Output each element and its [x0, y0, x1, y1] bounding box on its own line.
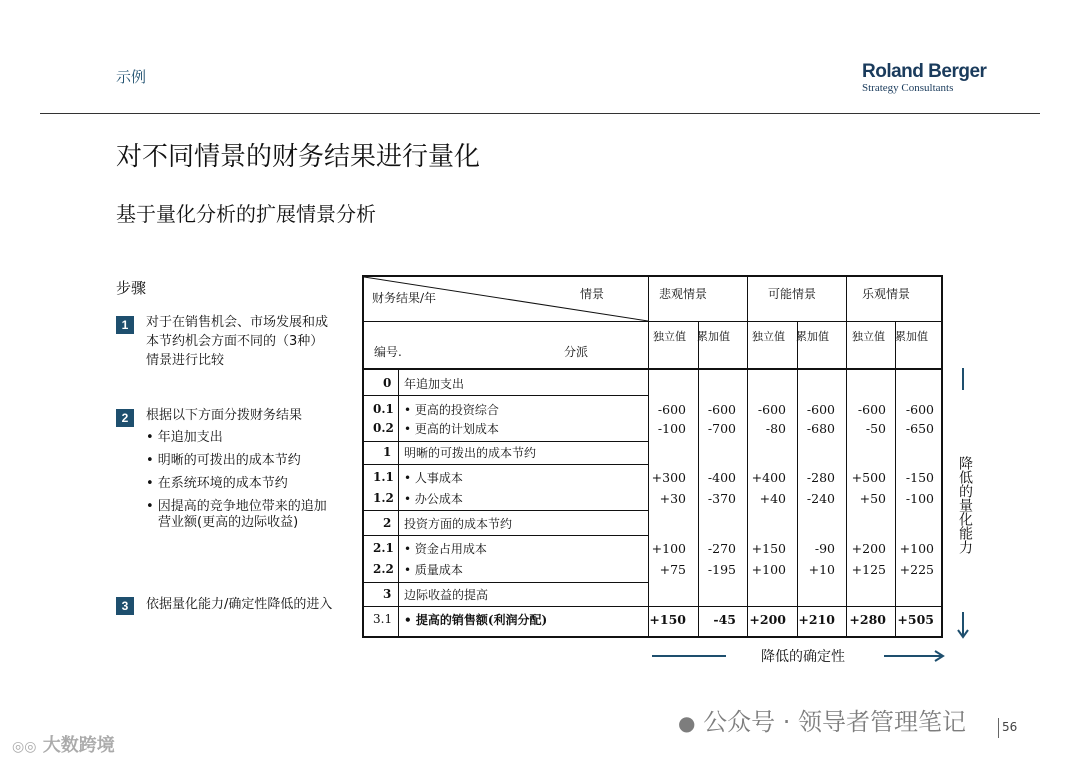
subheader-cumulative: 累加值 [697, 330, 730, 343]
table-cell: +505 [897, 612, 934, 627]
table-cell: -270 [707, 541, 736, 556]
table-gridline [364, 582, 648, 583]
table-gridline [364, 441, 648, 442]
row-label: 年追加支出 [404, 377, 465, 391]
row-label: • 质量成本 [404, 563, 463, 577]
list-item: 营业额(更高的边际收益) [158, 515, 299, 530]
table-cell: +210 [798, 612, 835, 627]
table-cell: -600 [857, 402, 886, 417]
step-2-bullets [146, 426, 327, 532]
step-2-badge: 2 [116, 409, 134, 427]
page-divider [998, 718, 999, 738]
table-gridline [364, 510, 648, 511]
table-cell: +280 [849, 612, 886, 627]
table-cell: +100 [751, 562, 786, 577]
table-cell: +100 [899, 541, 934, 556]
row-label: • 更高的投资综合 [404, 403, 499, 417]
table-gridline [364, 368, 941, 370]
subheader-cumulative: 累加值 [895, 330, 928, 343]
table-cell: +50 [859, 491, 886, 506]
step-3-badge: 3 [116, 597, 134, 615]
table-cell: +125 [851, 562, 886, 577]
subheader-cumulative: 累加值 [796, 330, 829, 343]
subheader-single: 独立值 [653, 330, 686, 343]
row-label: 边际收益的提高 [404, 588, 489, 602]
table-cell: +150 [649, 612, 686, 627]
scenario-pessimistic: 悲观情景 [659, 287, 708, 301]
row-label: • 办公成本 [404, 492, 463, 506]
table-gridline [364, 395, 648, 396]
table-gridline [398, 370, 399, 636]
scenario-likely: 可能情景 [768, 287, 817, 301]
table-cell: -150 [905, 470, 934, 485]
table-gridline [747, 277, 748, 636]
table-cell: 3.1 [373, 612, 393, 626]
table-cell: -370 [707, 491, 736, 506]
list-item: • 因提高的竞争地位带来的追加 [146, 499, 327, 514]
table-cell: -600 [657, 402, 686, 417]
table-cell: -600 [707, 402, 736, 417]
table-cell: -240 [806, 491, 835, 506]
table-cell: +300 [651, 470, 686, 485]
header-assign-label: 分派 [564, 345, 589, 359]
table-cell: -100 [905, 491, 934, 506]
table-cell: 本节约机会方面不同的（3种） [146, 334, 324, 349]
watermark-left [12, 731, 115, 757]
step-2-text: 根据以下方面分拨财务结果 [146, 408, 303, 423]
table-cell: 0.2 [373, 421, 394, 435]
list-item: • 年追加支出 [146, 430, 223, 445]
table-cell: +75 [659, 562, 686, 577]
table-cell: +200 [749, 612, 786, 627]
table-cell: -50 [865, 421, 886, 436]
table-cell: -280 [806, 470, 835, 485]
table-cell: +100 [651, 541, 686, 556]
table-gridline [364, 321, 941, 322]
subheader-single: 独立值 [752, 330, 785, 343]
watermark-logo-icon: ◎◎ [12, 739, 37, 755]
table-cell: +225 [899, 562, 934, 577]
table-cell: 0 [383, 376, 392, 390]
table-cell: 2.1 [373, 541, 394, 555]
header-scenario-label: 情景 [580, 287, 605, 301]
table-cell: +500 [851, 470, 886, 485]
table-cell: 1.1 [373, 470, 394, 484]
table-cell: -90 [814, 541, 835, 556]
row-label: • 人事成本 [404, 471, 463, 485]
horizontal-axis-label: 降低的确定性 [761, 649, 845, 665]
table-gridline [846, 277, 847, 636]
table-cell: -700 [707, 421, 736, 436]
list-item: • 在系统环境的成本节约 [146, 476, 288, 491]
table-cell: -600 [905, 402, 934, 417]
table-cell: 2.2 [373, 562, 394, 576]
table-cell: 0.1 [373, 402, 394, 416]
table-gridline [648, 606, 941, 607]
down-arrow-icon [954, 612, 972, 640]
horizontal-axis-line [652, 655, 726, 657]
row-label: • 资金占用成本 [404, 542, 487, 556]
table-cell: +150 [751, 541, 786, 556]
header-number-label: 编号. [374, 345, 402, 359]
page-title: 对不同情景的财务结果进行量化 [116, 142, 481, 172]
header-divider [40, 113, 1040, 114]
table-cell: -195 [707, 562, 736, 577]
table-cell: 公众号 · 领导者管理笔记 [703, 708, 966, 736]
table-gridline [364, 464, 648, 465]
watermark-right [678, 702, 966, 737]
page-number: 56 [1002, 720, 1018, 734]
row-label: 明晰的可拨出的成本节约 [404, 446, 537, 460]
table-cell: +400 [751, 470, 786, 485]
page-subtitle: 基于量化分析的扩展情景分析 [116, 202, 376, 226]
table-cell: -650 [905, 421, 934, 436]
table-cell: -100 [657, 421, 686, 436]
table-cell: +10 [808, 562, 835, 577]
table-cell: -600 [757, 402, 786, 417]
logo-name: Roland Berger [862, 61, 987, 82]
row-label: • 更高的计划成本 [404, 422, 499, 436]
step-3-text: 依据量化能力/确定性降低的进入 [146, 597, 333, 612]
table-cell: 2 [383, 516, 392, 530]
section-tag: 示例 [116, 68, 147, 86]
table-cell: -80 [765, 421, 786, 436]
table-cell: +200 [851, 541, 886, 556]
company-logo [862, 62, 986, 94]
table-cell: -400 [707, 470, 736, 485]
right-arrow-icon [884, 649, 946, 663]
step-1-badge: 1 [116, 316, 134, 334]
table-cell: -600 [806, 402, 835, 417]
row-label: • 提高的销售额(利润分配) [404, 613, 548, 627]
table-cell: 1 [383, 445, 392, 459]
step-1-text [146, 313, 328, 370]
vertical-axis-label: 降低的量化能力 [957, 456, 973, 554]
steps-heading: 步骤 [116, 279, 147, 297]
table-cell: 对于在销售机会、市场发展和成 [146, 315, 329, 330]
table-gridline [364, 606, 648, 607]
scenario-optimistic: 乐观情景 [862, 287, 911, 301]
table-cell: -680 [806, 421, 835, 436]
table-cell: 1.2 [373, 491, 394, 505]
table-cell: +40 [759, 491, 786, 506]
table-cell: -45 [713, 612, 736, 627]
row-label: 投资方面的成本节约 [404, 517, 513, 531]
table-gridline [648, 277, 649, 636]
table-cell: 情景进行比较 [146, 353, 225, 368]
header-result-label: 财务结果/年 [372, 291, 437, 305]
subheader-single: 独立值 [852, 330, 885, 343]
vertical-axis-line [962, 368, 964, 390]
scenario-table [362, 275, 943, 638]
wechat-icon: ● [678, 711, 696, 735]
table-cell: +30 [659, 491, 686, 506]
table-gridline [364, 535, 648, 536]
list-item: • 明晰的可拨出的成本节约 [146, 453, 301, 468]
logo-tagline: Strategy Consultants [862, 82, 954, 94]
table-cell: 3 [383, 587, 392, 601]
table-cell: 大数跨境 [42, 735, 115, 756]
